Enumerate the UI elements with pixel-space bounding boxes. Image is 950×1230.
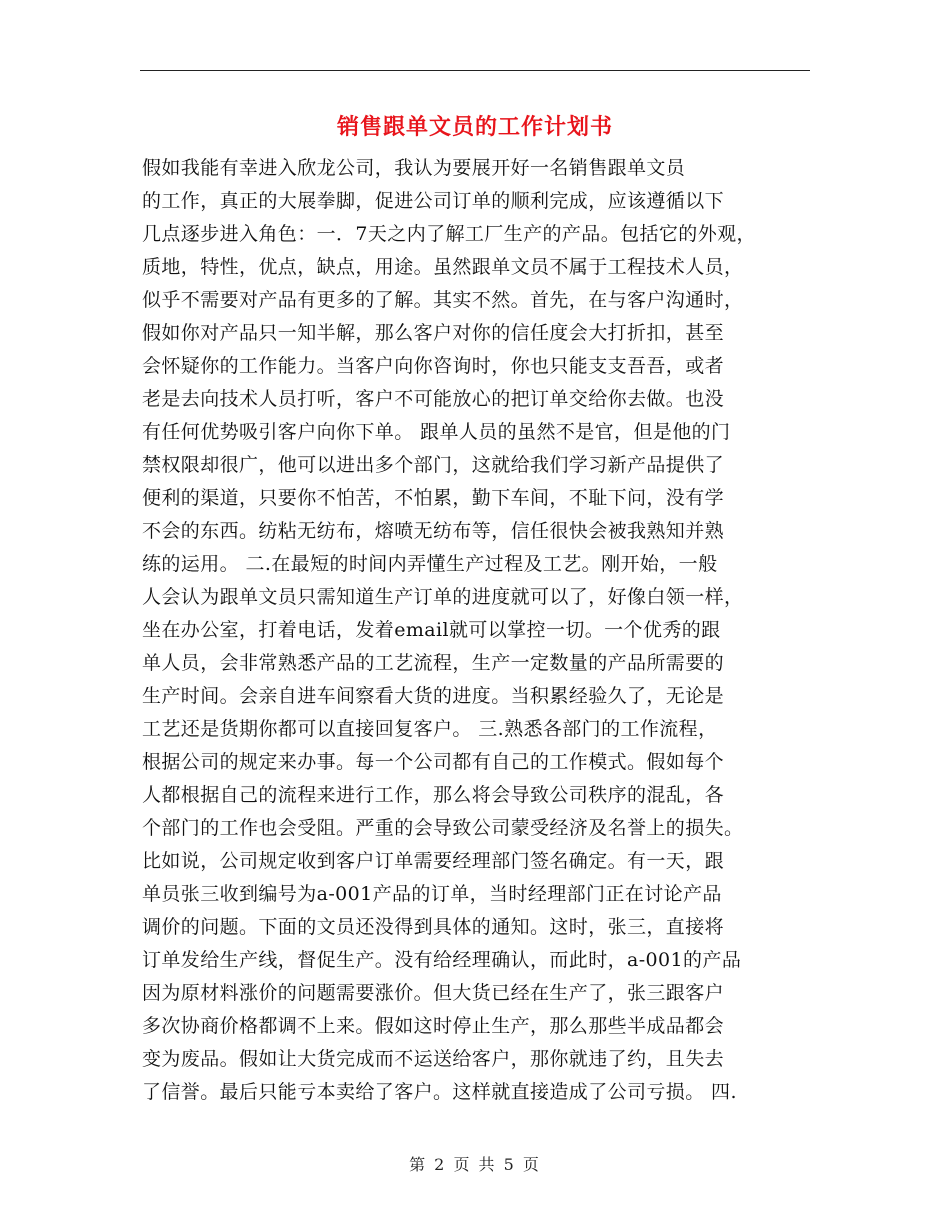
body-line: 的工作，真正的大展拳脚，促进公司订单的顺利完成，应该遵循以下 xyxy=(142,190,725,212)
body-line: 会怀疑你的工作能力。当客户向你咨询时，你也只能支支吾吾，或者 xyxy=(142,355,725,377)
page-number: 第 2 页 共 5 页 xyxy=(409,1155,541,1174)
body-line: 练的运用。 二.在最短的时间内弄懂生产过程及工艺。刚开始，一般 xyxy=(142,553,718,575)
body-line: 因为原材料涨价的问题需要涨价。但大货已经在生产了，张三跟客户 xyxy=(142,982,725,1004)
body-line: 生产时间。会亲自进车间察看大货的进度。当积累经验久了，无论是 xyxy=(142,685,725,707)
body-line: 单员张三收到编号为a-001产品的订单，当时经理部门正在讨论产品 xyxy=(142,883,722,905)
body-line: 几点逐步进入角色：一．7天之内了解工厂生产的产品。包括它的外观， xyxy=(142,223,756,245)
body-line: 了信誉。最后只能亏本卖给了客户。这样就直接造成了公司亏损。 四. xyxy=(142,1081,737,1103)
body-line: 比如说，公司规定收到客户订单需要经理部门签名确定。有一天，跟 xyxy=(142,850,725,872)
document-body xyxy=(142,152,832,1109)
body-line: 根据公司的规定来办事。每一个公司都有自己的工作模式。假如每个 xyxy=(142,751,725,773)
body-line: 似乎不需要对产品有更多的了解。其实不然。首先，在与客户沟通时， xyxy=(142,289,744,311)
body-line: 订单发给生产线，督促生产。没有给经理确认，而此时，a-001的产品 xyxy=(142,949,742,971)
body-line: 单人员，会非常熟悉产品的工艺流程，生产一定数量的产品所需要的 xyxy=(142,652,725,674)
body-line: 便利的渠道，只要你不怕苦，不怕累，勤下车间，不耻下问，没有学 xyxy=(142,487,725,509)
document-title: 销售跟单文员的工作计划书 xyxy=(336,114,613,140)
body-line: 坐在办公室，打着电话，发着email就可以掌控一切。一个优秀的跟 xyxy=(142,619,721,641)
body-line: 假如你对产品只一知半解，那么客户对你的信任度会大打折扣，甚至 xyxy=(142,322,725,344)
body-line: 多次协商价格都调不上来。假如这时停止生产，那么那些半成品都会 xyxy=(142,1015,725,1037)
body-line: 质地，特性，优点，缺点，用途。虽然跟单文员不属于工程技术人员， xyxy=(142,256,744,278)
body-line: 假如我能有幸进入欣龙公司，我认为要展开好一名销售跟单文员 xyxy=(142,157,686,179)
body-line: 个部门的工作也会受阻。严重的会导致公司蒙受经济及名誉上的损失。 xyxy=(142,817,744,839)
body-line: 老是去向技术人员打听，客户不可能放心的把订单交给你去做。也没 xyxy=(142,388,725,410)
body-line: 变为废品。假如让大货完成而不运送给客户，那你就违了约，且失去 xyxy=(142,1048,725,1070)
body-line: 禁权限却很广，他可以进出多个部门，这就给我们学习新产品提供了 xyxy=(142,454,725,476)
body-line: 调价的问题。下面的文员还没得到具体的通知。这时，张三，直接将 xyxy=(142,916,725,938)
body-line: 人会认为跟单文员只需知道生产订单的进度就可以了，好像白领一样， xyxy=(142,586,744,608)
body-line: 有任何优势吸引客户向你下单。 跟单人员的虽然不是官，但是他的门 xyxy=(142,421,731,443)
body-line: 不会的东西。纺粘无纺布，熔喷无纺布等，信任很快会被我熟知并熟 xyxy=(142,520,725,542)
header-rule xyxy=(140,70,810,71)
body-line: 人都根据自己的流程来进行工作，那么将会导致公司秩序的混乱，各 xyxy=(142,784,725,806)
body-line: 工艺还是货期你都可以直接回复客户。 三.熟悉各部门的工作流程， xyxy=(142,718,718,740)
